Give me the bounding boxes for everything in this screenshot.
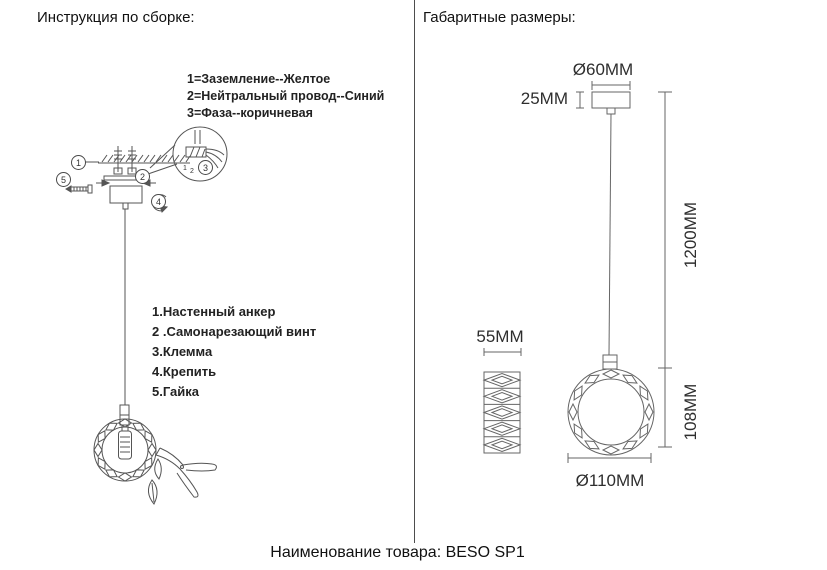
wiring-legend-line-1: 1=Заземление--Желтое [187, 72, 331, 86]
dim-crystal-width: 55MM [476, 327, 524, 346]
cord-connector-dim [603, 355, 617, 369]
pendant-cord-dim [609, 114, 611, 355]
wire-number-2: 2 [190, 168, 194, 175]
crystal-ring-dim-drawing [568, 369, 654, 455]
callout-3: 3 [198, 160, 213, 175]
bulb-drawing [119, 425, 132, 459]
dim-ring-diameter: Ø110MM [575, 471, 645, 490]
crystal-ring-drawing [94, 419, 156, 481]
dimensions-drawing [430, 55, 802, 500]
ceiling-hatch-icon [98, 155, 190, 163]
right-panel-title: Габаритные размеры: [423, 9, 576, 26]
assembly-drawing [40, 118, 275, 530]
dim-cord-length: 1200MM [681, 201, 700, 269]
height-dim-line [658, 92, 672, 447]
canopy-dim-drawing [592, 92, 630, 114]
left-panel-title: Инструкция по сборке: [37, 9, 195, 26]
canopy-diameter-dim-line [592, 81, 630, 90]
anchor-bolt-icon [114, 146, 136, 174]
parts-list-item-2: 2 .Самонарезающий винт [152, 324, 317, 339]
dim-canopy-diameter: Ø60MM [572, 60, 634, 79]
dim-canopy-height: 25MM [520, 89, 568, 108]
parts-list-item-1: 1.Настенный анкер [152, 304, 276, 319]
pliers-icon [156, 448, 216, 497]
wiring-legend-line-2: 2=Нейтральный провод--Синий [187, 89, 385, 103]
callout-2: 2 [135, 169, 150, 184]
parts-list-item-4: 4.Крепить [152, 364, 217, 379]
dim-ring-height: 108MM [681, 383, 700, 441]
callout-5: 5 [56, 172, 71, 187]
panel-divider [414, 0, 415, 543]
crystal-width-dim-line [484, 348, 521, 356]
callout-1: 1 [71, 155, 86, 170]
crystal-column-drawing [484, 372, 520, 453]
wire-number-1: 1 [183, 165, 187, 172]
canopy-height-dim-line [576, 92, 584, 108]
screw-icon [66, 185, 92, 193]
parts-list-item-3: 3.Клемма [152, 344, 213, 359]
parts-list-item-5: 5.Гайка [152, 384, 199, 399]
cord-connector-drawing [120, 405, 129, 425]
callout-4: 4 [151, 194, 166, 209]
wiring-legend [187, 71, 384, 122]
product-name-label: Наименование товара: BESO SP1 [270, 544, 525, 561]
canopy-drawing [110, 186, 142, 209]
wiring-legend-line-3: 3=Фаза--коричневая [187, 106, 313, 120]
